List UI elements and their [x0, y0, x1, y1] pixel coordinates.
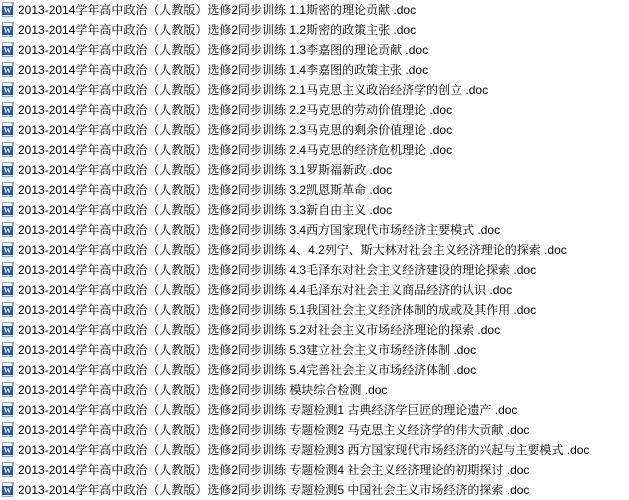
list-item[interactable] [0, 0, 629, 20]
file-name: 2013-2014学年高中政治（人教版）选修2同步训练 4、4.2列宁、斯大林对社会主义经济理论的探索 .doc [18, 243, 567, 257]
file-name: 2013-2014学年高中政治（人教版）选修2同步训练 2.1马克思主义政治经济学的创立 .doc [18, 83, 489, 97]
file-name: 2013-2014学年高中政治（人教版）选修2同步训练 模块综合检测 .doc [18, 383, 388, 397]
word-document-icon [1, 22, 15, 38]
file-name: 2013-2014学年高中政治（人教版）选修2同步训练 专题检测1 古典经济学巨匠的理论遗产 .doc [18, 403, 518, 417]
file-name: 2013-2014学年高中政治（人教版）选修2同步训练 3.1罗斯福新政 .doc [18, 163, 393, 177]
list-item[interactable] [0, 360, 629, 380]
word-letter: W [3, 26, 12, 35]
word-letter: W [3, 186, 12, 195]
word-document-icon [1, 442, 15, 458]
word-document-icon [1, 382, 15, 398]
word-letter: W [3, 166, 12, 175]
list-item[interactable] [0, 440, 629, 460]
list-item[interactable] [0, 80, 629, 100]
list-item[interactable] [0, 140, 629, 160]
list-item[interactable] [0, 60, 629, 80]
word-letter: W [3, 466, 12, 475]
list-item[interactable] [0, 180, 629, 200]
word-document-icon [1, 482, 15, 498]
file-name: 2013-2014学年高中政治（人教版）选修2同步训练 1.3李嘉图的理论贡献 .doc [18, 43, 429, 57]
file-name: 2013-2014学年高中政治（人教版）选修2同步训练 2.3马克思的剩余价值理论 .doc [18, 123, 453, 137]
file-name: 2013-2014学年高中政治（人教版）选修2同步训练 5.1我国社会主义经济体制的成或及其作用 .doc [18, 303, 537, 317]
word-letter: W [3, 306, 12, 315]
word-letter: W [3, 406, 12, 415]
list-item[interactable] [0, 380, 629, 400]
word-letter: W [3, 366, 12, 375]
word-document-icon [1, 102, 15, 118]
word-letter: W [3, 86, 12, 95]
list-item[interactable] [0, 460, 629, 480]
word-document-icon [1, 402, 15, 418]
file-name: 2013-2014学年高中政治（人教版）选修2同步训练 4.4毛泽东对社会主义商品经济的认识 .doc [18, 283, 513, 297]
word-document-icon [1, 342, 15, 358]
file-name: 2013-2014学年高中政治（人教版）选修2同步训练 4.3毛泽东对社会主义经济建设的理论探索 .doc [18, 263, 537, 277]
list-item[interactable] [0, 480, 629, 500]
word-letter: W [3, 386, 12, 395]
list-item[interactable] [0, 320, 629, 340]
word-document-icon [1, 182, 15, 198]
word-document-icon [1, 462, 15, 478]
word-document-icon [1, 242, 15, 258]
word-letter: W [3, 6, 12, 15]
word-letter: W [3, 126, 12, 135]
word-letter: W [3, 106, 12, 115]
word-letter: W [3, 206, 12, 215]
file-name: 2013-2014学年高中政治（人教版）选修2同步训练 1.1斯密的理论贡献 .doc [18, 3, 417, 17]
file-name: 2013-2014学年高中政治（人教版）选修2同步训练 2.2马克思的劳动价值理论 .doc [18, 103, 453, 117]
word-letter: W [3, 46, 12, 55]
word-letter: W [3, 346, 12, 355]
word-document-icon [1, 362, 15, 378]
file-name: 2013-2014学年高中政治（人教版）选修2同步训练 5.4完善社会主义市场经济体制 .doc [18, 363, 477, 377]
list-item[interactable] [0, 100, 629, 120]
word-letter: W [3, 246, 12, 255]
file-name: 2013-2014学年高中政治（人教版）选修2同步训练 3.4西方国家现代市场经济主要模式 .doc [18, 223, 501, 237]
list-item[interactable] [0, 260, 629, 280]
word-document-icon [1, 142, 15, 158]
file-name: 2013-2014学年高中政治（人教版）选修2同步训练 3.2凯恩斯革命 .doc [18, 183, 393, 197]
list-item[interactable] [0, 160, 629, 180]
word-document-icon [1, 222, 15, 238]
word-document-icon [1, 162, 15, 178]
list-item[interactable] [0, 120, 629, 140]
file-name: 2013-2014学年高中政治（人教版）选修2同步训练 5.2对社会主义市场经济理论的探索 .doc [18, 323, 501, 337]
list-item[interactable] [0, 40, 629, 60]
word-document-icon [1, 122, 15, 138]
list-item[interactable] [0, 240, 629, 260]
word-letter: W [3, 326, 12, 335]
word-letter: W [3, 266, 12, 275]
word-document-icon [1, 282, 15, 298]
file-name: 2013-2014学年高中政治（人教版）选修2同步训练 3.3新自由主义 .doc [18, 203, 393, 217]
word-document-icon [1, 82, 15, 98]
list-item[interactable] [0, 200, 629, 220]
word-document-icon [1, 262, 15, 278]
word-letter: W [3, 226, 12, 235]
file-name: 2013-2014学年高中政治（人教版）选修2同步训练 5.3建立社会主义市场经济体制 .doc [18, 343, 477, 357]
file-name: 2013-2014学年高中政治（人教版）选修2同步训练 1.2斯密的政策主张 .doc [18, 23, 417, 37]
word-letter: W [3, 286, 12, 295]
word-document-icon [1, 62, 15, 78]
word-letter: W [3, 446, 12, 455]
list-item[interactable] [0, 280, 629, 300]
list-item[interactable] [0, 420, 629, 440]
list-item[interactable] [0, 300, 629, 320]
list-item[interactable] [0, 400, 629, 420]
file-name: 2013-2014学年高中政治（人教版）选修2同步训练 专题检测2 马克思主义经济学的伟大贡献 .doc [18, 423, 530, 437]
file-name: 2013-2014学年高中政治（人教版）选修2同步训练 专题检测5 中国社会主义市场经济的探索 .doc [18, 483, 530, 497]
word-document-icon [1, 2, 15, 18]
word-letter: W [3, 486, 12, 495]
word-document-icon [1, 422, 15, 438]
list-item[interactable] [0, 340, 629, 360]
word-document-icon [1, 322, 15, 338]
file-name: 2013-2014学年高中政治（人教版）选修2同步训练 专题检测3 西方国家现代市场经济的兴起与主要模式 .doc [18, 443, 590, 457]
file-name: 2013-2014学年高中政治（人教版）选修2同步训练 专题检测4 社会主义经济理论的初期探讨 .doc [18, 463, 530, 477]
file-name: 2013-2014学年高中政治（人教版）选修2同步训练 2.4马克思的经济危机理论 .doc [18, 143, 453, 157]
list-item[interactable] [0, 220, 629, 240]
word-document-icon [1, 42, 15, 58]
list-item[interactable] [0, 20, 629, 40]
file-name: 2013-2014学年高中政治（人教版）选修2同步训练 1.4李嘉图的政策主张 .doc [18, 63, 429, 77]
word-document-icon [1, 202, 15, 218]
word-letter: W [3, 426, 12, 435]
word-document-icon [1, 302, 15, 318]
word-letter: W [3, 146, 12, 155]
word-letter: W [3, 66, 12, 75]
